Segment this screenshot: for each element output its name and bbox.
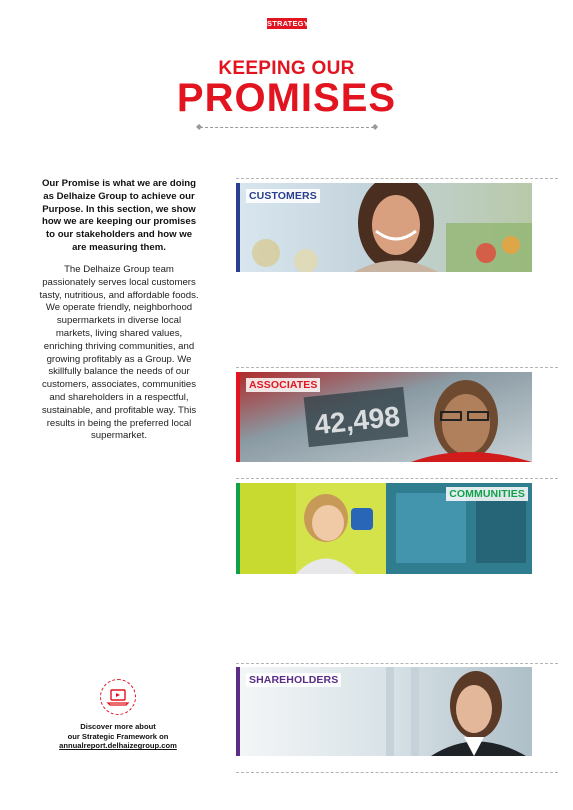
page-title-line1: KEEPING OUR (218, 58, 355, 79)
customers-label: CUSTOMERS (246, 189, 320, 203)
rule-associates-top (236, 367, 558, 368)
rule-customers-top (236, 178, 558, 179)
page-title-line2: PROMISES (176, 76, 397, 120)
shareholders-color-bar (236, 667, 240, 756)
card-shareholders (236, 667, 532, 756)
card-customers (236, 183, 532, 272)
card-communities (236, 483, 532, 574)
rule-shareholders-top (236, 663, 558, 664)
cta-line2: our Strategic Framework on (67, 731, 169, 741)
cta-block (48, 722, 188, 751)
section-tag: STRATEGY (267, 19, 309, 28)
divider-left-cap: ◆ (196, 122, 203, 131)
associates-color-bar (236, 372, 240, 462)
title-divider (200, 127, 374, 128)
cta-link[interactable]: annualreport.delhaizegroup.com (59, 741, 177, 751)
associates-label: ASSOCIATES (246, 378, 320, 392)
communities-label: COMMUNITIES (446, 487, 528, 501)
card-associates (236, 372, 532, 462)
intro-lead: Our Promise is what we are doing as Delhaize Group to achieve our Purpose. In this section, we show how we are keeping our promises to our stakeholders and how we are measuring them. (41, 178, 197, 253)
cta-line1: Discover more about (80, 722, 156, 731)
rule-bottom (236, 772, 558, 773)
shareholders-label: SHAREHOLDERS (246, 673, 341, 687)
communities-color-bar (236, 483, 240, 574)
customers-color-bar (236, 183, 240, 272)
intro-body: The Delhaize Group team passionately serves local customers tasty, nutritious, and affordable foods. We operate friendly, neighborhood supermarkets in diverse local markets, living shared values, enriching thriving communities, and growing profitably as a Group. We skillfully balance the needs of our customers, associates, communities and shareholders in a respectful, sustainable, and profitable way. This results in being the preferred local supermarket. (39, 264, 199, 442)
laptop-icon (100, 679, 136, 715)
divider-right-cap: ◆ (372, 122, 379, 131)
associates-price-sign: 42,498 (312, 400, 402, 441)
rule-communities-top (236, 478, 558, 479)
